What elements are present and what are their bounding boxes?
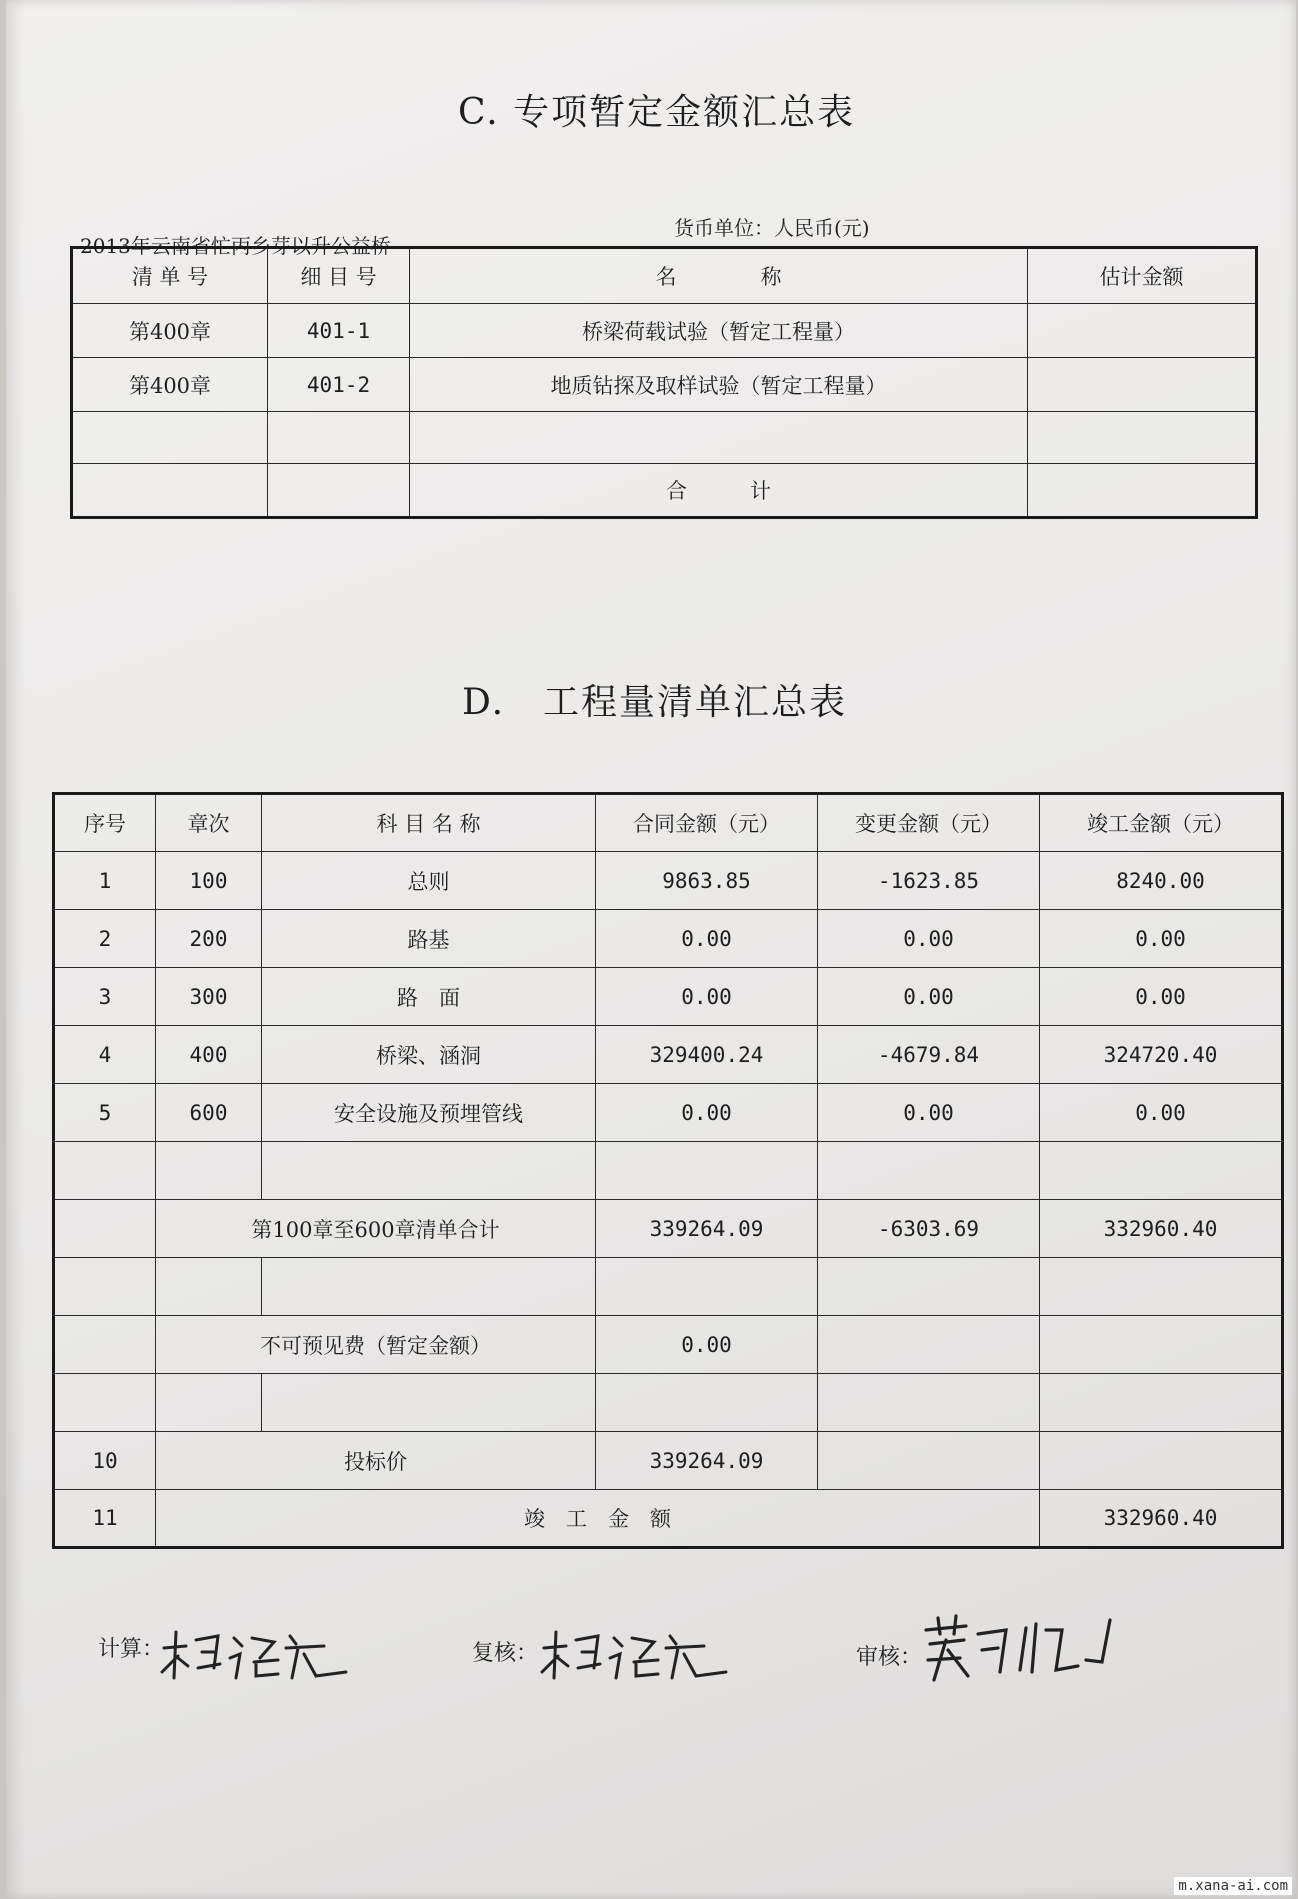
cell-contract: 0.00: [596, 910, 818, 968]
table-row: [72, 358, 1257, 412]
header-ximu: 细 目 号: [268, 248, 410, 304]
project-name: 2013年云南省忙丙乡芽以升公益桥: [80, 234, 391, 258]
cell-name: 地质钻探及取样试验（暂定工程量）: [410, 358, 1028, 412]
completion-no: 11: [54, 1490, 156, 1548]
cell-no: 3: [54, 968, 156, 1026]
review-signature: [536, 1618, 736, 1688]
table-row: [54, 1026, 1283, 1084]
table-row-empty: [54, 1374, 1283, 1432]
header-change: 变更金额（元）: [818, 794, 1040, 852]
completion-label: 竣 工 金 额: [156, 1490, 1040, 1548]
completion-final: 332960.40: [1040, 1490, 1283, 1548]
cell-no: 2: [54, 910, 156, 968]
header-chapter: 章次: [156, 794, 262, 852]
cell-final: 0.00: [1040, 1084, 1283, 1142]
header-final: 竣工金额（元）: [1040, 794, 1283, 852]
table-row-empty: [54, 1258, 1283, 1316]
cell-final: 324720.40: [1040, 1026, 1283, 1084]
table-row: [72, 304, 1257, 358]
total-amount: [1028, 464, 1257, 518]
cell-chapter: 200: [156, 910, 262, 968]
cell-chapter: 300: [156, 968, 262, 1026]
review-label: 复核：: [472, 1641, 539, 1666]
cell-no: 4: [54, 1026, 156, 1084]
cell-item-name: 桥梁、涵洞: [262, 1026, 596, 1084]
audit-signature: [916, 1600, 1116, 1690]
quantity-summary-table: [52, 792, 1284, 1549]
cell-final: 0.00: [1040, 910, 1283, 968]
cell-item-name: 路基: [262, 910, 596, 968]
bid-no: 10: [54, 1432, 156, 1490]
provisional-sum-table: [70, 246, 1258, 519]
cell-final: 8240.00: [1040, 852, 1283, 910]
completion-row: [54, 1490, 1283, 1548]
calc-signature: [156, 1618, 356, 1688]
cell-contract: 329400.24: [596, 1026, 818, 1084]
cell-amount: [1028, 304, 1257, 358]
header-qingdan: 清 单 号: [72, 248, 268, 304]
audit-label: 审核：: [856, 1645, 923, 1670]
table-row-empty: [54, 1142, 1283, 1200]
header-item-name: 科 目 名 称: [262, 794, 596, 852]
bid-contract: 339264.09: [596, 1432, 818, 1490]
table-row: [54, 968, 1283, 1026]
table-header-row: [54, 794, 1283, 852]
section-d-title: D. 工程量清单汇总表: [462, 682, 848, 723]
subtotal-final: 332960.40: [1040, 1200, 1283, 1258]
cell-change: 0.00: [818, 910, 1040, 968]
header-amount: 估计金额: [1028, 248, 1257, 304]
subtotal-change: -6303.69: [818, 1200, 1040, 1258]
cell-change: 0.00: [818, 1084, 1040, 1142]
table-row-empty: [72, 412, 1257, 464]
cell-chapter: 100: [156, 852, 262, 910]
table-row: [54, 852, 1283, 910]
contingency-contract: 0.00: [596, 1316, 818, 1374]
table-header-row: [72, 248, 1257, 304]
cell-contract: 9863.85: [596, 852, 818, 910]
subtotal-contract: 339264.09: [596, 1200, 818, 1258]
cell-change: -1623.85: [818, 852, 1040, 910]
currency-unit: 货币单位：人民币(元): [674, 216, 870, 240]
cell-qingdan: 第400章: [72, 304, 268, 358]
subtotal-label: 第100章至600章清单合计: [156, 1200, 596, 1258]
table-total-row: [72, 464, 1257, 518]
cell-change: -4679.84: [818, 1026, 1040, 1084]
cell-item-name: 路 面: [262, 968, 596, 1026]
cell-chapter: 600: [156, 1084, 262, 1142]
cell-contract: 0.00: [596, 1084, 818, 1142]
cell-ximu: 401-1: [268, 304, 410, 358]
cell-name: 桥梁荷载试验（暂定工程量）: [410, 304, 1028, 358]
subtotal-row: [54, 1200, 1283, 1258]
section-c-title: C. 专项暂定金额汇总表: [458, 92, 856, 133]
document-page: [6, 0, 1296, 1899]
cell-amount: [1028, 358, 1257, 412]
bid-label: 投标价: [156, 1432, 596, 1490]
header-no: 序号: [54, 794, 156, 852]
cell-item-name: 总则: [262, 852, 596, 910]
table-row: [54, 1084, 1283, 1142]
contingency-row: [54, 1316, 1283, 1374]
total-label: 合 计: [410, 464, 1028, 518]
cell-no: 1: [54, 852, 156, 910]
calc-label: 计算：: [98, 1637, 165, 1662]
cell-qingdan: 第400章: [72, 358, 268, 412]
bid-price-row: [54, 1432, 1283, 1490]
cell-item-name: 安全设施及预埋管线: [262, 1084, 596, 1142]
header-contract: 合同金额（元）: [596, 794, 818, 852]
table-row: [54, 910, 1283, 968]
header-name: 名 称: [410, 248, 1028, 304]
contingency-label: 不可预见费（暂定金额）: [156, 1316, 596, 1374]
watermark: m.xana-ai.com: [1174, 1877, 1292, 1895]
cell-no: 5: [54, 1084, 156, 1142]
cell-chapter: 400: [156, 1026, 262, 1084]
cell-change: 0.00: [818, 968, 1040, 1026]
cell-final: 0.00: [1040, 968, 1283, 1026]
cell-ximu: 401-2: [268, 358, 410, 412]
cell-contract: 0.00: [596, 968, 818, 1026]
